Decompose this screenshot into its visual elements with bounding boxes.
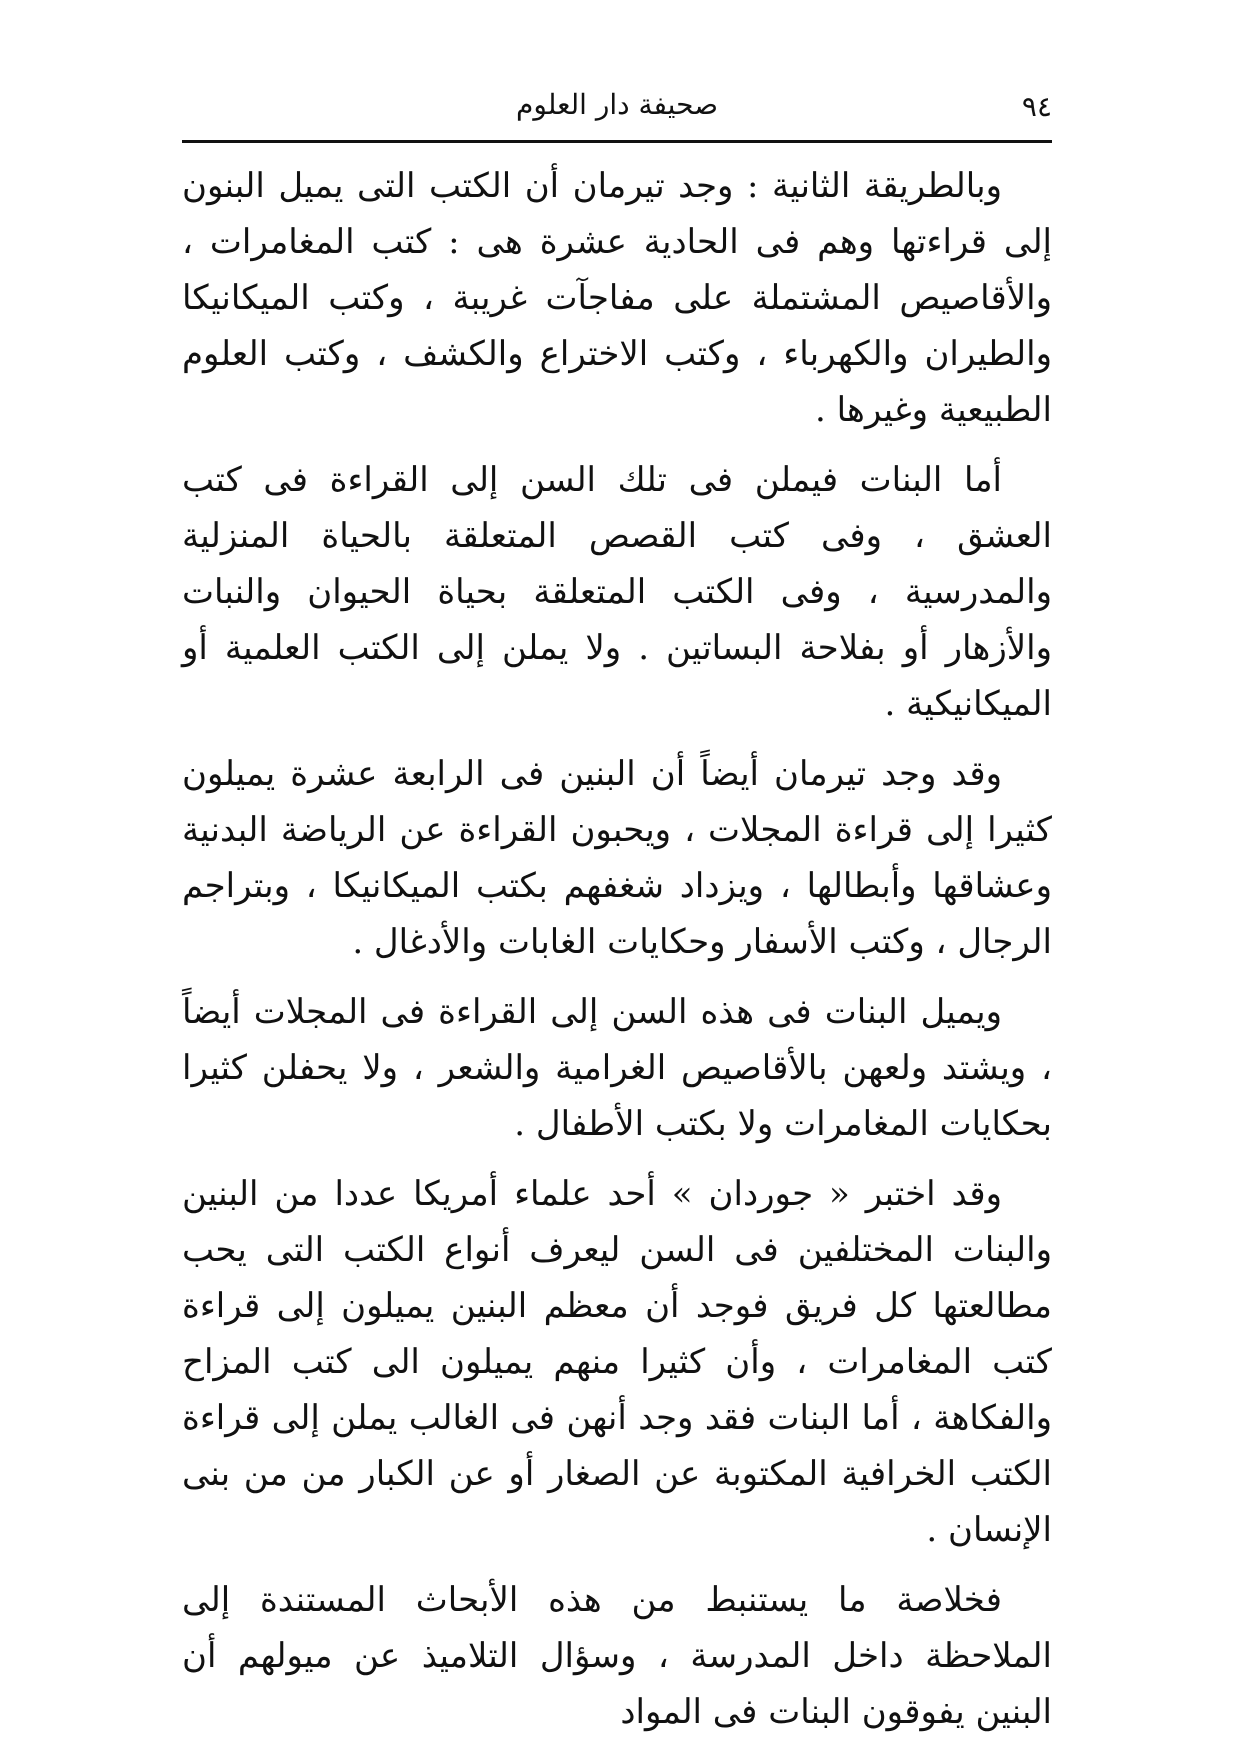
paragraph-text: ويميل البنات فى هذه السن إلى القراءة فى المجلات أيضاً ، ويشتد ولعهن بالأقاصيص الغرامية والشعر ، ولا يحفلن كثيرا بحكايات المغامرات ولا بكتب الأطفال . <box>182 992 1052 1144</box>
paragraph-text: وقد اختبر « جوردان » أحد علماء أمريكا عددا من البنين والبنات المختلفين فى السن ليعرف أنواع الكتب التى يحب مطالعتها كل فريق فوجد أن معظم البنين يميلون إلى قراءة كتب المغامرات ، وأن كثيرا منهم يميلون الى كتب المزاح والفكاهة ، أما البنات فقد وجد أنهن فى الغالب يملن إلى قراءة الكتب الخرافية المكتوبة عن الصغار أو عن الكبار من من بنى الإنسان . <box>182 1174 1052 1550</box>
header-divider <box>182 140 1052 143</box>
paragraph <box>182 1166 1052 1558</box>
paragraph-text: أما البنات فيملن فى تلك السن إلى القراءة فى كتب العشق ، وفى كتب القصص المتعلقة بالحياة المنزلية والمدرسية ، وفى الكتب المتعلقة بحياة الحيوان والنبات والأزهار أو بفلاحة البساتين . ولا يملن إلى الكتب العلمية أو الميكانيكية . <box>182 460 1052 724</box>
page-header <box>182 80 1052 136</box>
body-text <box>182 158 1052 1754</box>
paragraph <box>182 746 1052 970</box>
paragraph-text: وبالطريقة الثانية : وجد تيرمان أن الكتب التى يميل البنون إلى قراءتها وهم فى الحادية عشرة هى : كتب المغامرات ، والأقاصيص المشتملة على مفاجآت غريبة ، وكتب الميكانيكا والطيران والكهرباء ، وكتب الاختراع والكشف ، وكتب العلوم الطبيعية وغيرها . <box>182 166 1052 430</box>
paragraph <box>182 158 1052 438</box>
paragraph <box>182 984 1052 1152</box>
running-title: صحيفة دار العلوم <box>516 88 718 121</box>
paragraph-text: فخلاصة ما يستنبط من هذه الأبحاث المستندة إلى الملاحظة داخل المدرسة ، وسؤال التلاميذ عن ميولهم أن البنين يفوقون البنات فى المواد <box>182 1580 1052 1732</box>
page-number: ٩٤ <box>1021 90 1052 123</box>
paragraph <box>182 1572 1052 1740</box>
paragraph-text: وقد وجد تيرمان أيضاً أن البنين فى الرابعة عشرة يميلون كثيرا إلى قراءة المجلات ، ويحبون القراءة عن الرياضة البدنية وعشاقها وأبطالها ، ويزداد شغفهم بكتب الميكانيكا ، وبتراجم الرجال ، وكتب الأسفار وحكايات الغابات والأدغال . <box>182 754 1052 962</box>
paragraph <box>182 452 1052 732</box>
